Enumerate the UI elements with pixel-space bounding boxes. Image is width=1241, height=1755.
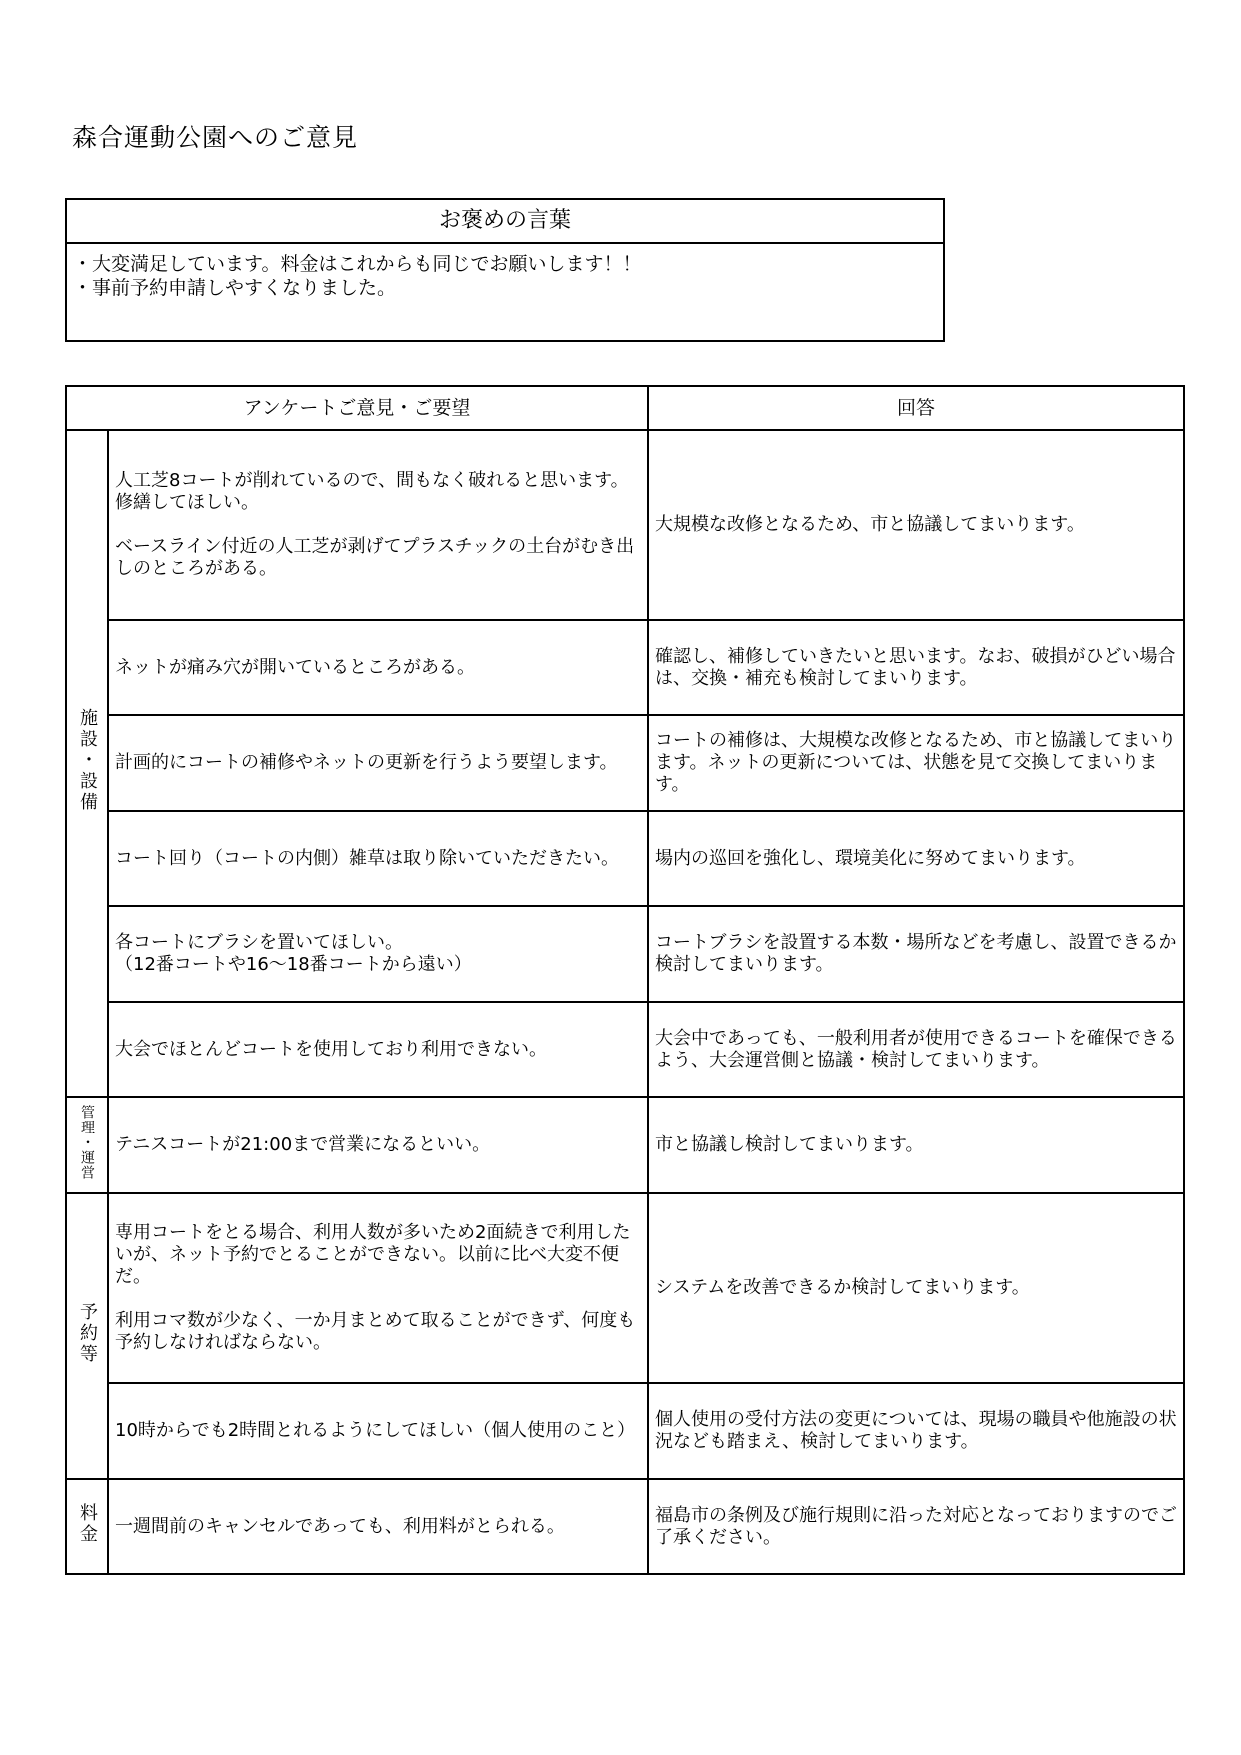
answer-cell: コートブラシを設置する本数・場所などを考慮し、設置できるか検討してまいります。 [648, 906, 1184, 1002]
opinion-text: （12番コートや16～18番コートから遠い） [115, 954, 472, 975]
answer-cell: 大会中であっても、一般利用者が使用できるコートを確保できるよう、大会運営側と協議・検討してまいります。 [648, 1002, 1184, 1097]
opinion-cell: 大会でほとんどコートを使用しており利用できない。 [108, 1002, 648, 1097]
opinion-text: 人工芝8コートが削れているので、間もなく破れると思います。修繕してほしい。 [115, 470, 629, 513]
category-management [66, 1097, 108, 1193]
category-reservation [66, 1193, 108, 1479]
answer-cell: 福島市の条例及び施行規則に沿った対応となっておりますのでご了承ください。 [648, 1479, 1184, 1574]
answer-cell: 大規模な改修となるため、市と協議してまいります。 [648, 430, 1184, 620]
praise-heading: お褒めの言葉 [67, 200, 943, 244]
table-row [66, 1479, 1184, 1574]
answer-cell: 個人使用の受付方法の変更については、現場の職員や他施設の状況なども踏まえ、検討してまいります。 [648, 1383, 1184, 1479]
praise-line: ・事前予約申請しやすくなりました。 [73, 277, 397, 299]
table-row [66, 715, 1184, 811]
answer-cell: コートの補修は、大規模な改修となるため、市と協議してまいります。ネットの更新については、状態を見て交換してまいります。 [648, 715, 1184, 811]
opinion-text: 専用コートをとる場合、利用人数が多いため2面続きで利用したいが、ネット予約でとることができない。以前に比べ大変不便だ。 [115, 1222, 631, 1287]
opinion-text: 利用コマ数が少なく、一か月まとめて取ることができず、何度も予約しなければならない。 [115, 1310, 636, 1353]
opinion-cell: ネットが痛み穴が開いているところがある。 [108, 620, 648, 715]
answer-cell: 場内の巡回を強化し、環境美化に努めてまいります。 [648, 811, 1184, 906]
table-row [66, 811, 1184, 906]
praise-box [65, 198, 945, 342]
table-row [66, 620, 1184, 715]
table-row [66, 1383, 1184, 1479]
opinion-cell: 一週間前のキャンセルであっても、利用料がとられる。 [108, 1479, 648, 1574]
opinion-text: 各コートにブラシを置いてほしい。 [115, 932, 403, 953]
opinion-cell: 計画的にコートの補修やネットの更新を行うよう要望します。 [108, 715, 648, 811]
opinion-cell: テニスコートが21:00まで営業になるといい。 [108, 1097, 648, 1193]
opinion-cell: コート回り（コートの内側）雑草は取り除いていただきたい。 [108, 811, 648, 906]
table-row [66, 1097, 1184, 1193]
category-label: 料金 [77, 1502, 98, 1545]
praise-body [67, 244, 943, 308]
opinion-cell: 10時からでも2時間とれるようにしてほしい（個人使用のこと） [108, 1383, 648, 1479]
table-header-row [66, 386, 1184, 430]
answer-cell: システムを改善できるか検討してまいります。 [648, 1193, 1184, 1383]
category-facility [66, 430, 108, 1097]
answer-cell: 確認し、補修していきたいと思います。なお、破損がひどい場合は、交換・補充も検討してまいります。 [648, 620, 1184, 715]
opinion-cell [108, 1193, 648, 1383]
table-row [66, 430, 1184, 620]
praise-line: ・大変満足しています。料金はこれからも同じでお願いします！！ [73, 253, 642, 275]
opinion-cell [108, 430, 648, 620]
category-label: 施設・設備 [77, 708, 98, 813]
answer-cell: 市と協議し検討してまいります。 [648, 1097, 1184, 1193]
opinion-cell [108, 906, 648, 1002]
opinion-header: アンケートご意見・ご要望 [66, 386, 648, 430]
category-fee [66, 1479, 108, 1574]
page-title: 森合運動公園へのご意見 [72, 123, 359, 152]
category-label: 予約等 [77, 1301, 98, 1365]
opinion-text: ベースライン付近の人工芝が剥げてプラスチックの土台がむき出しのところがある。 [115, 536, 635, 579]
category-label: 管理・運営 [79, 1104, 95, 1180]
answer-header: 回答 [648, 386, 1184, 430]
table-row [66, 906, 1184, 1002]
table-row [66, 1193, 1184, 1383]
survey-table [65, 385, 1185, 1575]
table-row [66, 1002, 1184, 1097]
